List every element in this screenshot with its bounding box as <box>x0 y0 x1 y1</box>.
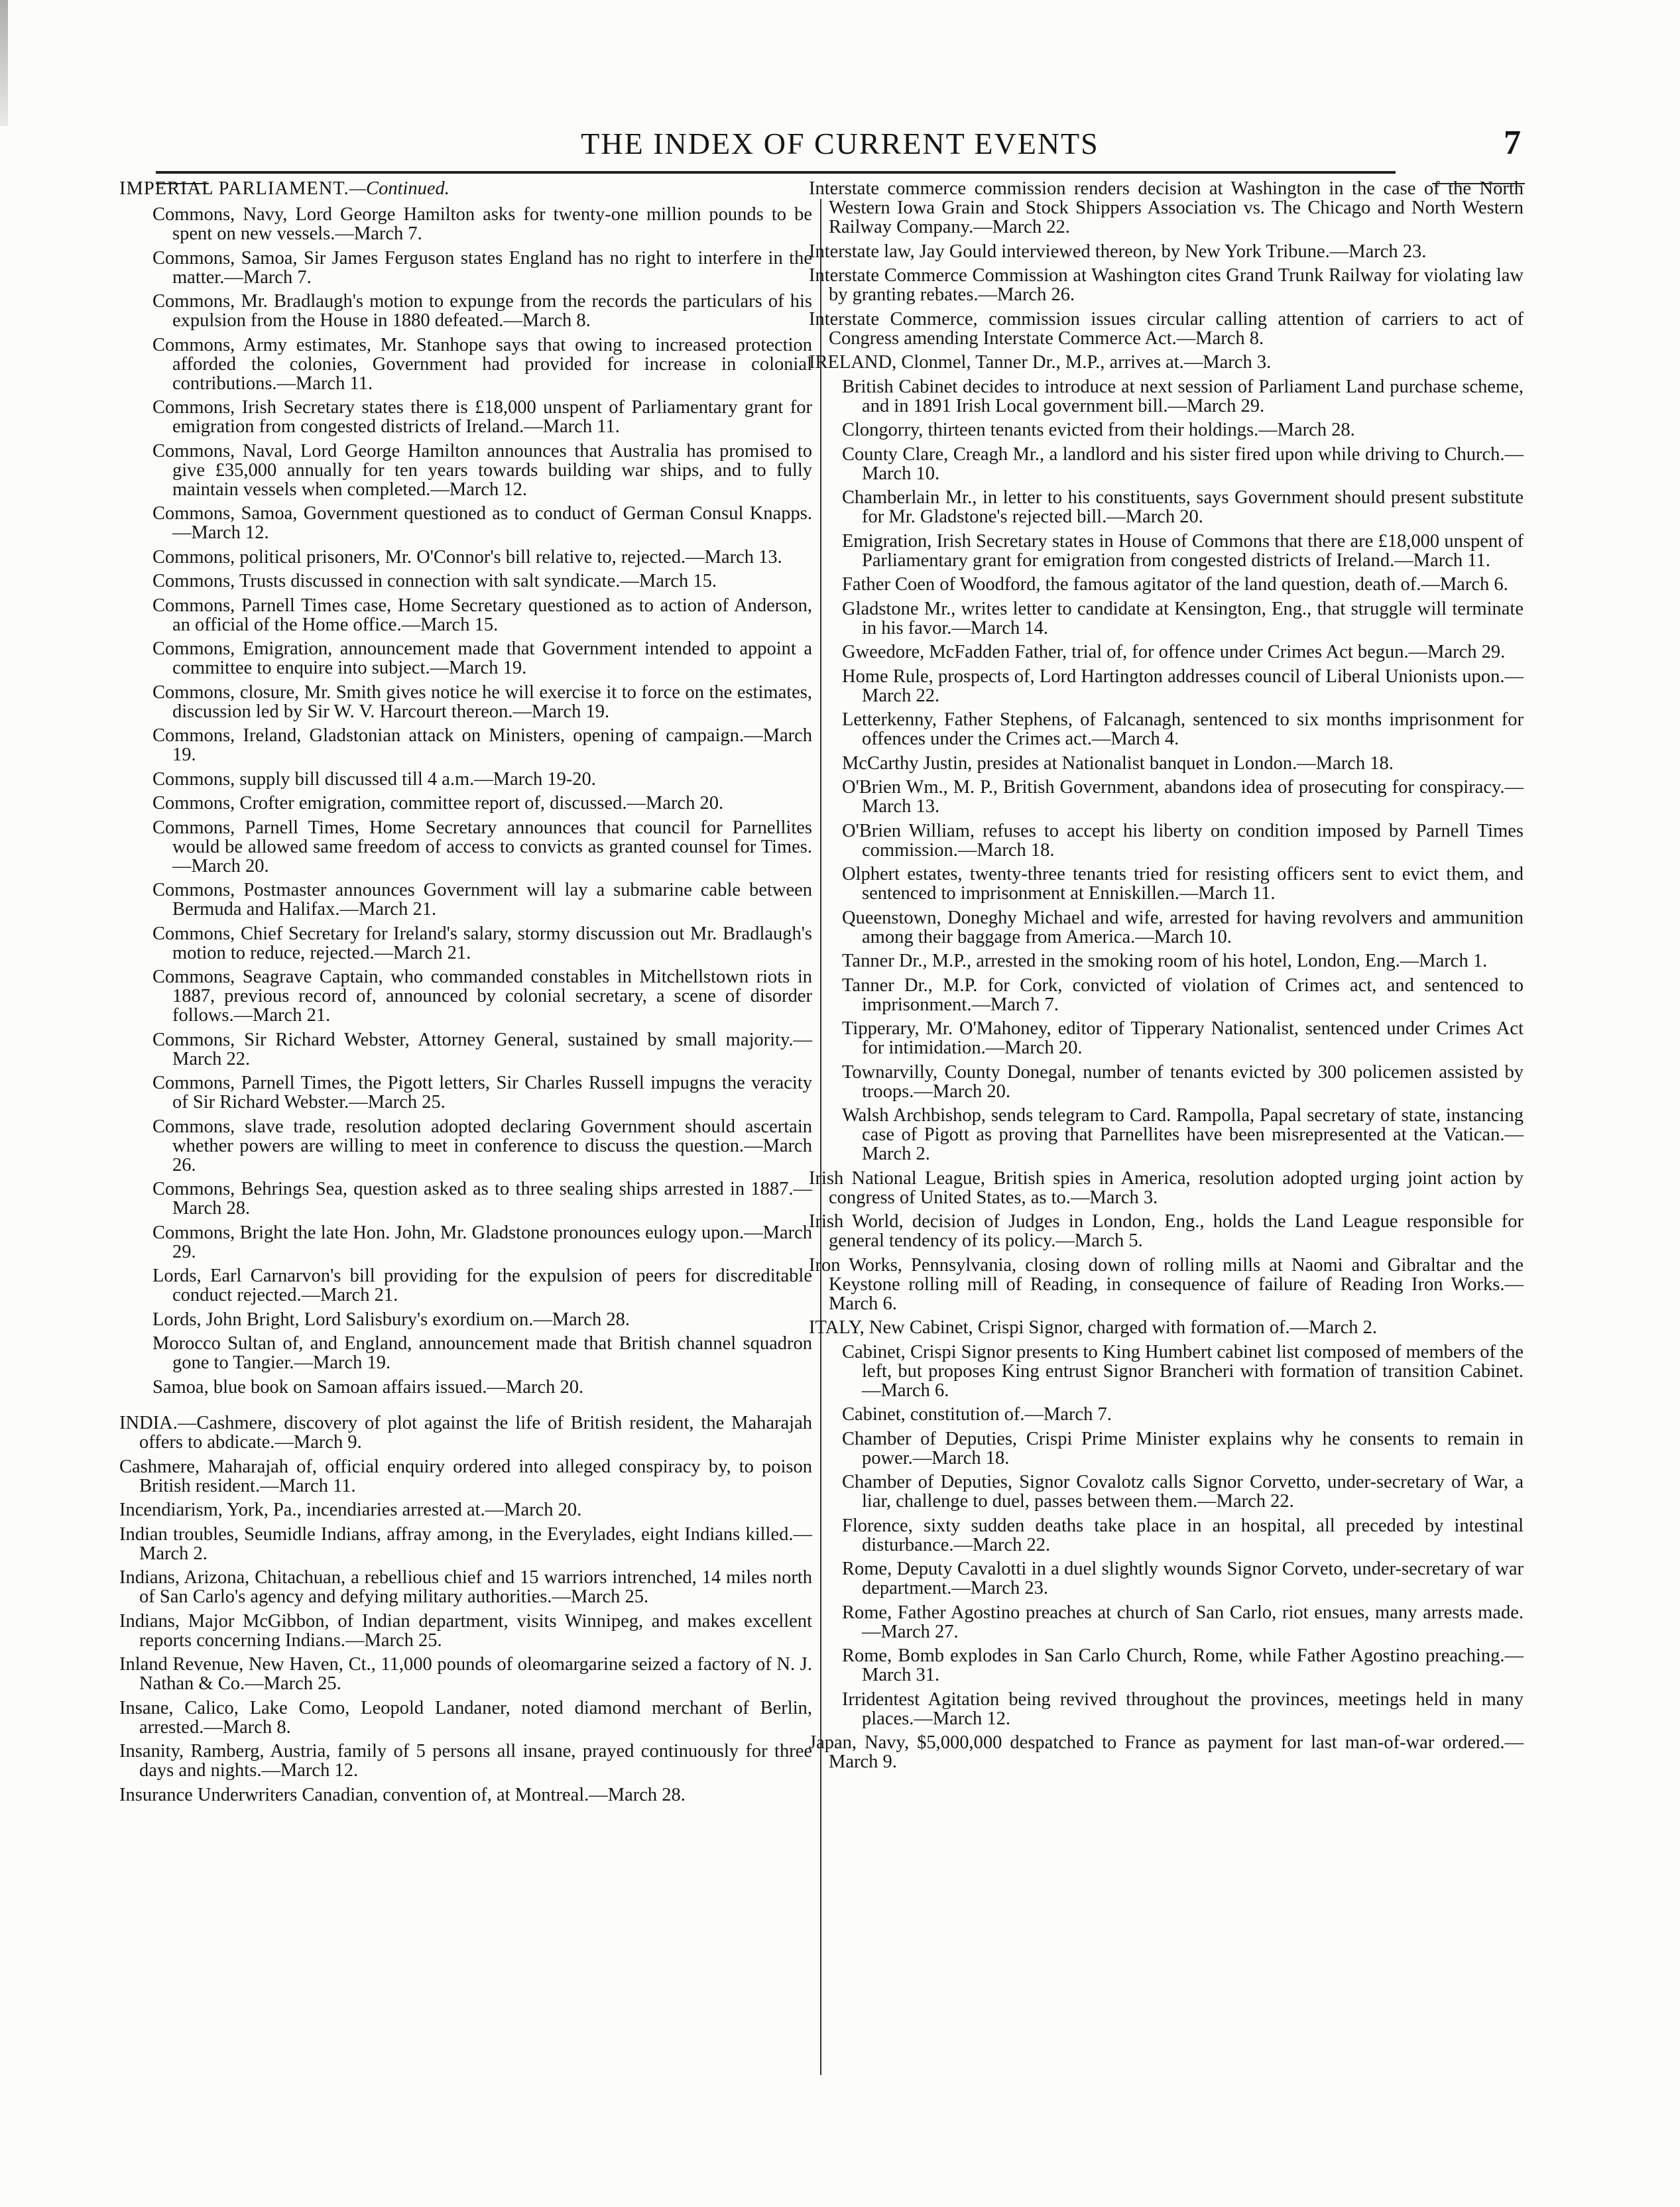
index-entry: County Clare, Creagh Mr., a landlord and his sister fired upon while driving to Church.—March 10. <box>842 444 1524 484</box>
index-entry: O'Brien Wm., M. P., British Government, abandons idea of prosecuting for conspiracy.—March 13. <box>842 777 1524 817</box>
index-entry: Townarvilly, County Donegal, number of tenants evicted by 300 policemen assisted by troops.—March 20. <box>842 1061 1524 1102</box>
page-number: 7 <box>1504 124 1521 162</box>
index-entry: Commons, Parnell Times, Home Secretary announces that council for Parnellites would be allowed same freedom of access to convicts as granted counsel for Times.—March 20. <box>152 817 812 876</box>
index-entry: Iron Works, Pennsylvania, closing down of rolling mills at Naomi and Gibraltar and the Keystone rolling mill of Reading, in consequence of failure of Reading Iron Works.—March 6. <box>809 1254 1524 1314</box>
index-entry: Interstate commerce commission renders decision at Washington in the case of the North Western Iowa Grain and Stock Shippers Association vs. The Chicago and North Western Railway Company.—March 22. <box>809 178 1524 237</box>
section-heading-imperial-parliament <box>119 179 812 198</box>
parliament-entries <box>119 205 812 1397</box>
index-entry: Lords, John Bright, Lord Salisbury's exordium on.—March 28. <box>152 1309 630 1330</box>
index-entry: Commons, supply bill discussed till 4 a.m.—March 19-20. <box>152 768 596 790</box>
index-entry: Commons, Seagrave Captain, who commanded constables in Mitchellstown riots in 1887, previous record of, announced by colonial secretary, a scene of disorder follows.—March 21. <box>152 967 812 1026</box>
index-entry: Commons, Irish Secretary states there is £18,000 unspent of Parliamentary grant for emigration from congested districts of Ireland.—March 11. <box>152 397 812 437</box>
index-entry: Lords, Earl Carnarvon's bill providing for the expulsion of peers for discreditable conduct rejected.—March 21. <box>152 1266 812 1305</box>
index-entry: Olphert estates, twenty-three tenants tried for resisting officers sent to evict them, and sentenced to imprisonment at Enniskillen.—March 11. <box>842 864 1524 904</box>
right-column <box>809 179 1524 1777</box>
index-entry: Commons, Mr. Bradlaugh's motion to expunge from the records the particulars of his expulsion from the House in 1880 defeated.—March 8. <box>152 291 812 331</box>
index-entry: Indians, Major McGibbon, of Indian department, visits Winnipeg, and makes excellent reports concerning Indians.—March 25. <box>119 1610 812 1651</box>
irish-entries <box>809 1169 1524 1313</box>
index-entry: Insanity, Ramberg, Austria, family of 5 persons all insane, prayed continuously for three days and nights.—March 12. <box>119 1741 812 1781</box>
index-entry: Commons, political prisoners, Mr. O'Connor's bill relative to, rejected.—March 13. <box>152 546 782 567</box>
interstate-entries <box>809 179 1524 348</box>
index-entry: Rome, Deputy Cavalotti in a duel slightly wounds Signor Corveto, under-secretary of war department.—March 23. <box>842 1559 1524 1598</box>
index-entry: Letterkenny, Father Stephens, of Falcanagh, sentenced to six months imprisonment for offences under the Crimes act.—March 4. <box>842 709 1524 749</box>
index-entry: Commons, Army estimates, Mr. Stanhope says that owing to increased protection afforded the colonies, Government had provided for increase in colonial contributions.—March 11. <box>152 334 812 394</box>
index-entry: Walsh Archbishop, sends telegram to Card. Rampolla, Papal secretary of state, instancing case of Pigott as proving that Parnellites have been misrepresented at the Vatican.—March 2. <box>842 1105 1524 1164</box>
section-title: IMPERIAL PARLIAMENT. <box>119 178 349 199</box>
index-entry: Commons, Postmaster announces Government will lay a submarine cable between Bermuda and Halifax.—March 21. <box>152 880 812 920</box>
index-entry: British Cabinet decides to introduce at next session of Parliament Land purchase scheme, and in 1891 Irish Local government bill.—March 29. <box>842 376 1524 416</box>
index-entry: Commons, Naval, Lord George Hamilton announces that Australia has promised to give £35,000 annually for ten years towards building war ships, and to fully maintain vessels when completed.—March 12. <box>152 440 812 500</box>
index-entry: Commons, slave trade, resolution adopted declaring Government should ascertain whether powers are willing to meet in conference to discuss the question.—March 26. <box>152 1116 812 1175</box>
index-entry: Cabinet, constitution of.—March 7. <box>842 1404 1112 1425</box>
index-entry: Clongorry, thirteen tenants evicted from their holdings.—March 28. <box>842 420 1355 440</box>
index-entry: Inland Revenue, New Haven, Ct., 11,000 pounds of oleomargarine seized a factory of N. J. Nathan & Co.—March 25. <box>119 1654 812 1694</box>
index-entry: Commons, Emigration, announcement made that Government intended to appoint a committee to enquire into subject.—March 19. <box>152 638 812 678</box>
index-entry: Tanner Dr., M.P. for Cork, convicted of violation of Crimes act, and sentenced to imprisonment.—March 7. <box>842 975 1524 1015</box>
index-entry: Irridentest Agitation being revived throughout the provinces, meetings held in many places.—March 12. <box>842 1689 1524 1729</box>
ireland-heading: IRELAND, Clonmel, Tanner Dr., M.P., arrives at.—March 3. <box>809 352 1272 373</box>
index-entry: Cashmere, Maharajah of, official enquiry ordered into alleged conspiracy by, to poison British resident.—March 11. <box>119 1456 812 1496</box>
index-entry: Insane, Calico, Lake Como, Leopold Landaner, noted diamond merchant of Berlin, arrested.—March 8. <box>119 1697 812 1738</box>
index-entry: Chamberlain Mr., in letter to his constituents, says Government should present substitute for Mr. Gladstone's rejected bill.—March 20. <box>842 487 1524 527</box>
index-entry: Commons, Trusts discussed in connection with salt syndicate.—March 15. <box>152 571 717 591</box>
index-entry: Indian troubles, Seumidle Indians, affray among, in the Everylades, eight Indians killed.—March 2. <box>119 1523 812 1564</box>
index-entry: INDIA.—Cashmere, discovery of plot against the life of British resident, the Maharajah offers to abdicate.—March 9. <box>119 1413 812 1453</box>
index-entry: O'Brien William, refuses to accept his liberty on condition imposed by Parnell Times commission.—March 18. <box>842 820 1524 861</box>
section-continued: —Continued. <box>349 178 450 199</box>
index-entry: Commons, Samoa, Sir James Ferguson states England has no right to interfere in the matter.—March 7. <box>152 247 812 288</box>
india-entries <box>119 1413 812 1805</box>
index-entry: Commons, Navy, Lord George Hamilton asks for twenty-one million pounds to be spent on new vessels.—March 7. <box>152 204 812 244</box>
index-entry: Commons, Behrings Sea, question asked as to three sealing ships arrested in 1887.—March 28. <box>152 1179 812 1219</box>
index-entry: Interstate Commerce Commission at Washington cites Grand Trunk Railway for violating law by granting rebates.—March 26. <box>809 265 1524 305</box>
index-entry: Cabinet, Crispi Signor presents to King Humbert cabinet list composed of members of the left, but proposes King entrust Signor Brancheri with formation of transition Cabinet.—March 6. <box>842 1341 1524 1401</box>
index-entry: Gweedore, McFadden Father, trial of, for offence under Crimes Act begun.—March 29. <box>842 642 1506 662</box>
index-entry: Home Rule, prospects of, Lord Hartington addresses council of Liberal Unionists upon.—March 22. <box>842 666 1524 706</box>
index-entry: Irish National League, British spies in America, resolution adopted urging joint action by congress of United States, as to.—March 3. <box>809 1167 1524 1208</box>
index-entry: Chamber of Deputies, Crispi Prime Minister explains why he consents to remain in power.—March 18. <box>842 1428 1524 1468</box>
japan-entry: Japan, Navy, $5,000,000 despatched to France as payment for last man-of-war ordered.—March 9. <box>809 1732 1524 1772</box>
index-entry: McCarthy Justin, presides at Nationalist banquet in London.—March 18. <box>842 752 1394 774</box>
index-entry: Commons, Chief Secretary for Ireland's salary, stormy discussion out Mr. Bradlaugh's motion to reduce, rejected.—March 21. <box>152 923 812 963</box>
italy-entries <box>809 1342 1524 1728</box>
index-entry: Chamber of Deputies, Signor Covalotz calls Signor Corvetto, under-secretary of War, a liar, challenge to duel, passes between them.—March 22. <box>842 1472 1524 1512</box>
index-entry: Queenstown, Doneghy Michael and wife, arrested for having revolvers and ammunition among their baggage from America.—March 10. <box>842 907 1524 947</box>
index-entry: Incendiarism, York, Pa., incendiaries arrested at.—March 20. <box>119 1500 582 1520</box>
index-entry: Commons, closure, Mr. Smith gives notice he will exercise it to force on the estimates, discussion led by Sir W. V. Harcourt thereon.—March 19. <box>152 682 812 722</box>
left-column <box>119 179 812 1809</box>
index-entry: Tipperary, Mr. O'Mahoney, editor of Tipperary Nationalist, sentenced under Crimes Act for intimidation.—March 20. <box>842 1018 1524 1058</box>
ireland-entries <box>809 377 1524 1164</box>
scan-edge-mark <box>0 0 8 126</box>
index-entry: Samoa, blue book on Samoan affairs issued.—March 20. <box>152 1376 584 1398</box>
index-entry: Gladstone Mr., writes letter to candidate at Kensington, Eng., that struggle will terminate in his favor.—March 14. <box>842 598 1524 638</box>
index-entry: Emigration, Irish Secretary states in House of Commons that there are £18,000 unspent of Parliamentary grant for emigration from congested districts of Ireland.—March 11. <box>842 530 1524 571</box>
section-gap <box>119 1402 812 1413</box>
index-entry: Rome, Father Agostino preaches at church of San Carlo, riot ensues, many arrests made.—March 27. <box>842 1602 1524 1642</box>
header-rule <box>156 171 1396 174</box>
index-entry: Commons, Sir Richard Webster, Attorney General, sustained by small majority.—March 22. <box>152 1029 812 1069</box>
index-entry: Father Coen of Woodford, the famous agitator of the land question, death of.—March 6. <box>842 574 1508 595</box>
index-entry: Interstate law, Jay Gould interviewed thereon, by New York Tribune.—March 23. <box>809 241 1427 262</box>
index-entry: Commons, Crofter emigration, committee report of, discussed.—March 20. <box>152 793 724 813</box>
index-entry: Commons, Samoa, Government questioned as to conduct of German Consul Knapps.—March 12. <box>152 503 812 543</box>
index-entry: Indians, Arizona, Chitachuan, a rebellious chief and 15 warriors intrenched, 14 miles north of San Carlo's agency and defying military authorities.—March 25. <box>119 1567 812 1607</box>
index-entry: Insurance Underwriters Canadian, convention of, at Montreal.—March 28. <box>119 1784 686 1805</box>
index-entry: Rome, Bomb explodes in San Carlo Church, Rome, while Father Agostino preaching.—March 31. <box>842 1645 1524 1685</box>
index-entry: Commons, Bright the late Hon. John, Mr. Gladstone pronounces eulogy upon.—March 29. <box>152 1222 812 1262</box>
index-entry: Commons, Parnell Times, the Pigott letters, Sir Charles Russell impugns the veracity of Sir Richard Webster.—March 25. <box>152 1073 812 1112</box>
index-entry: Irish World, decision of Judges in London, Eng., holds the Land League responsible for general tendency of its policy.—March 5. <box>809 1211 1524 1251</box>
page-title: THE INDEX OF CURRENT EVENTS <box>581 127 1099 160</box>
index-entry: Commons, Ireland, Gladstonian attack on Ministers, opening of campaign.—March 19. <box>152 725 812 765</box>
index-entry: Morocco Sultan of, and England, announcement made that British channel squadron gone to Tangier.—March 19. <box>152 1333 812 1373</box>
index-entry: Commons, Parnell Times case, Home Secretary questioned as to action of Anderson, an official of the Home office.—March 15. <box>152 595 812 635</box>
index-entry: Florence, sixty sudden deaths take place in an hospital, all preceded by intestinal disturbance.—March 22. <box>842 1515 1524 1555</box>
index-entry: Interstate Commerce, commission issues circular calling attention of carriers to act of Congress amending Interstate Commerce Act.—March 8. <box>809 308 1524 349</box>
index-entry: Tanner Dr., M.P., arrested in the smoking room of his hotel, London, Eng.—March 1. <box>842 951 1488 971</box>
italy-heading: ITALY, New Cabinet, Crispi Signor, charged with formation of.—March 2. <box>809 1317 1378 1338</box>
